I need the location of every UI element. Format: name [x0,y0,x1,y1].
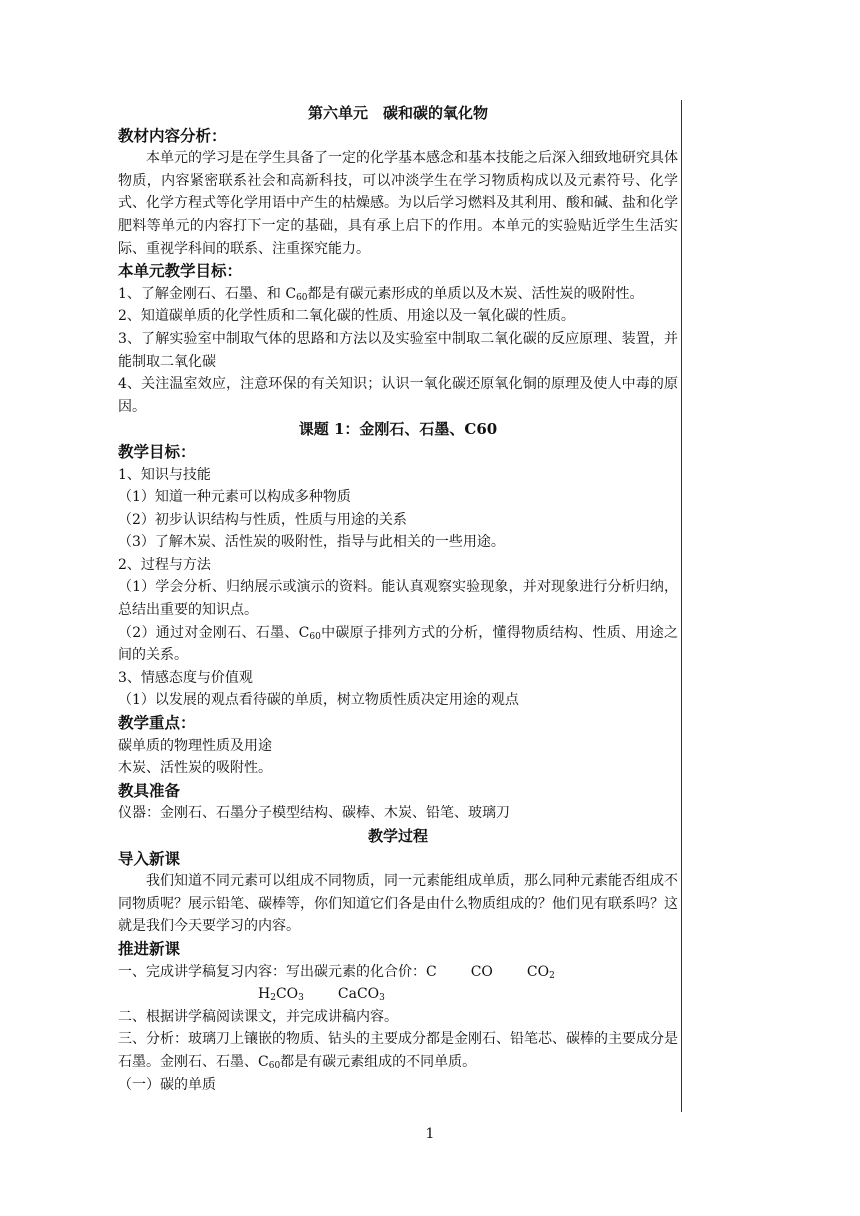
page-title: 第六单元 碳和碳的氧化物 [307,104,488,122]
margin-rule [681,100,682,1112]
heading-intro: 导入新课 [118,849,181,868]
goal-process-1: （1）学会分析、归纳展示或演示的资料。能认真观察实验现象，并对现象进行分析归纳，总结出重要的知识点。 [118,579,678,619]
goal-knowledge-3: （3）了解木炭、活性炭的吸附性，指导与此相关的一些用途。 [118,534,505,551]
goal-knowledge-1: （1）知道一种元素可以构成多种物质 [118,489,351,506]
unit-goal-1: 1、了解金刚石、石墨、和 $C_{60}$都是有碳元素形成的单质以及木炭、活性炭的吸附性。 [118,285,644,303]
analysis-paragraph: 本单元的学习是在学生具备了一定的化学基本感念和基本技能之后深入细致地研究具体物质，内容紧密联系社会和高新科技，可以冲淡学生在学习物质构成以及元素符号、化学式、化学方程式等化学用语中产生的枯燥感。为以后学习燃料及其利用、酸和碱、盐和化学肥料等单元的内容打下一定的基础，具有承上启下的作用。本单元的实验贴近学生生活实际、重视学科间的联系、注重探究能力。 [118,150,678,257]
subsection-carbon-elements: （一）碳的单质 [118,1076,216,1093]
goal-process: 2、过程与方法 [118,556,211,573]
heading-key-points: 教学重点： [118,714,196,733]
goal-knowledge-2: （2）初步认识结构与性质，性质与用途的关系 [118,511,407,528]
process-title: 教学过程 [367,827,428,845]
heading-teaching-goals: 教学目标： [118,442,196,461]
key-point-2: 木炭、活性炭的吸附性。 [118,760,272,777]
goal-process-2: （2）通过对金刚石、石墨、$C_{60}$中碳原子排列方式的分析，懂得物质结构、性质、用途之间的关系。 [118,624,678,664]
goal-attitude: 3、情感态度与价值观 [118,669,253,686]
intro-paragraph: 我们知道不同元素可以组成不同物质，同一元素能组成单质，那么同种元素能否组成不同物质呢？展示铅笔、碳棒等，你们知道它们各是由什么物质组成的？他们见有联系吗？这就是我们今天要学习的内容。 [118,873,678,935]
heading-unit-goals: 本单元教学目标： [118,262,243,281]
step-3: 三、分析：玻璃刀上镶嵌的物质、钻头的主要成分都是金刚石、铅笔芯、碳棒的主要成分是石墨。金刚石、石墨、$C_{60}$都是有碳元素组成的不同单质。 [118,1031,678,1071]
page-number: 1 [425,1126,435,1142]
step-1-formulas: $H_2CO_3$ CaCO$_3$ [258,986,385,1004]
step-1: 一、完成讲学稿复习内容：写出碳元素的化合价：C CO $CO_2$ [118,963,555,981]
goal-knowledge: 1、知识与技能 [118,466,211,483]
unit-goal-4: 4、关注温室效应，注意环保的有关知识；认识一氧化碳还原氧化铜的原理及使人中毒的原因。 [118,376,678,415]
key-point-1: 碳单质的物理性质及用途 [118,737,272,754]
tools-list: 仪器：金刚石、石墨分子模型结构、碳棒、木炭、铅笔、玻璃刀 [118,805,510,822]
unit-goal-2: 2、知道碳单质的化学性质和二氧化碳的性质、用途以及一氧化碳的性质。 [118,308,575,325]
heading-analysis: 教材内容分析： [118,126,227,145]
lesson-title: 课题 1：金刚石、石墨、C60 [298,420,498,439]
heading-tools: 教具准备 [118,781,181,800]
step-2: 二、根据讲学稿阅读课文，并完成讲稿内容。 [118,1008,398,1025]
goal-attitude-1: （1）以发展的观点看待碳的单质，树立物质性质决定用途的观点 [118,692,519,709]
document-body [118,102,678,1096]
heading-new-lesson: 推进新课 [118,939,181,958]
unit-goal-3: 3、了解实验室中制取气体的思路和方法以及实验室中制取二氧化碳的反应原理、装置，并能制取二氧化碳 [118,330,678,370]
